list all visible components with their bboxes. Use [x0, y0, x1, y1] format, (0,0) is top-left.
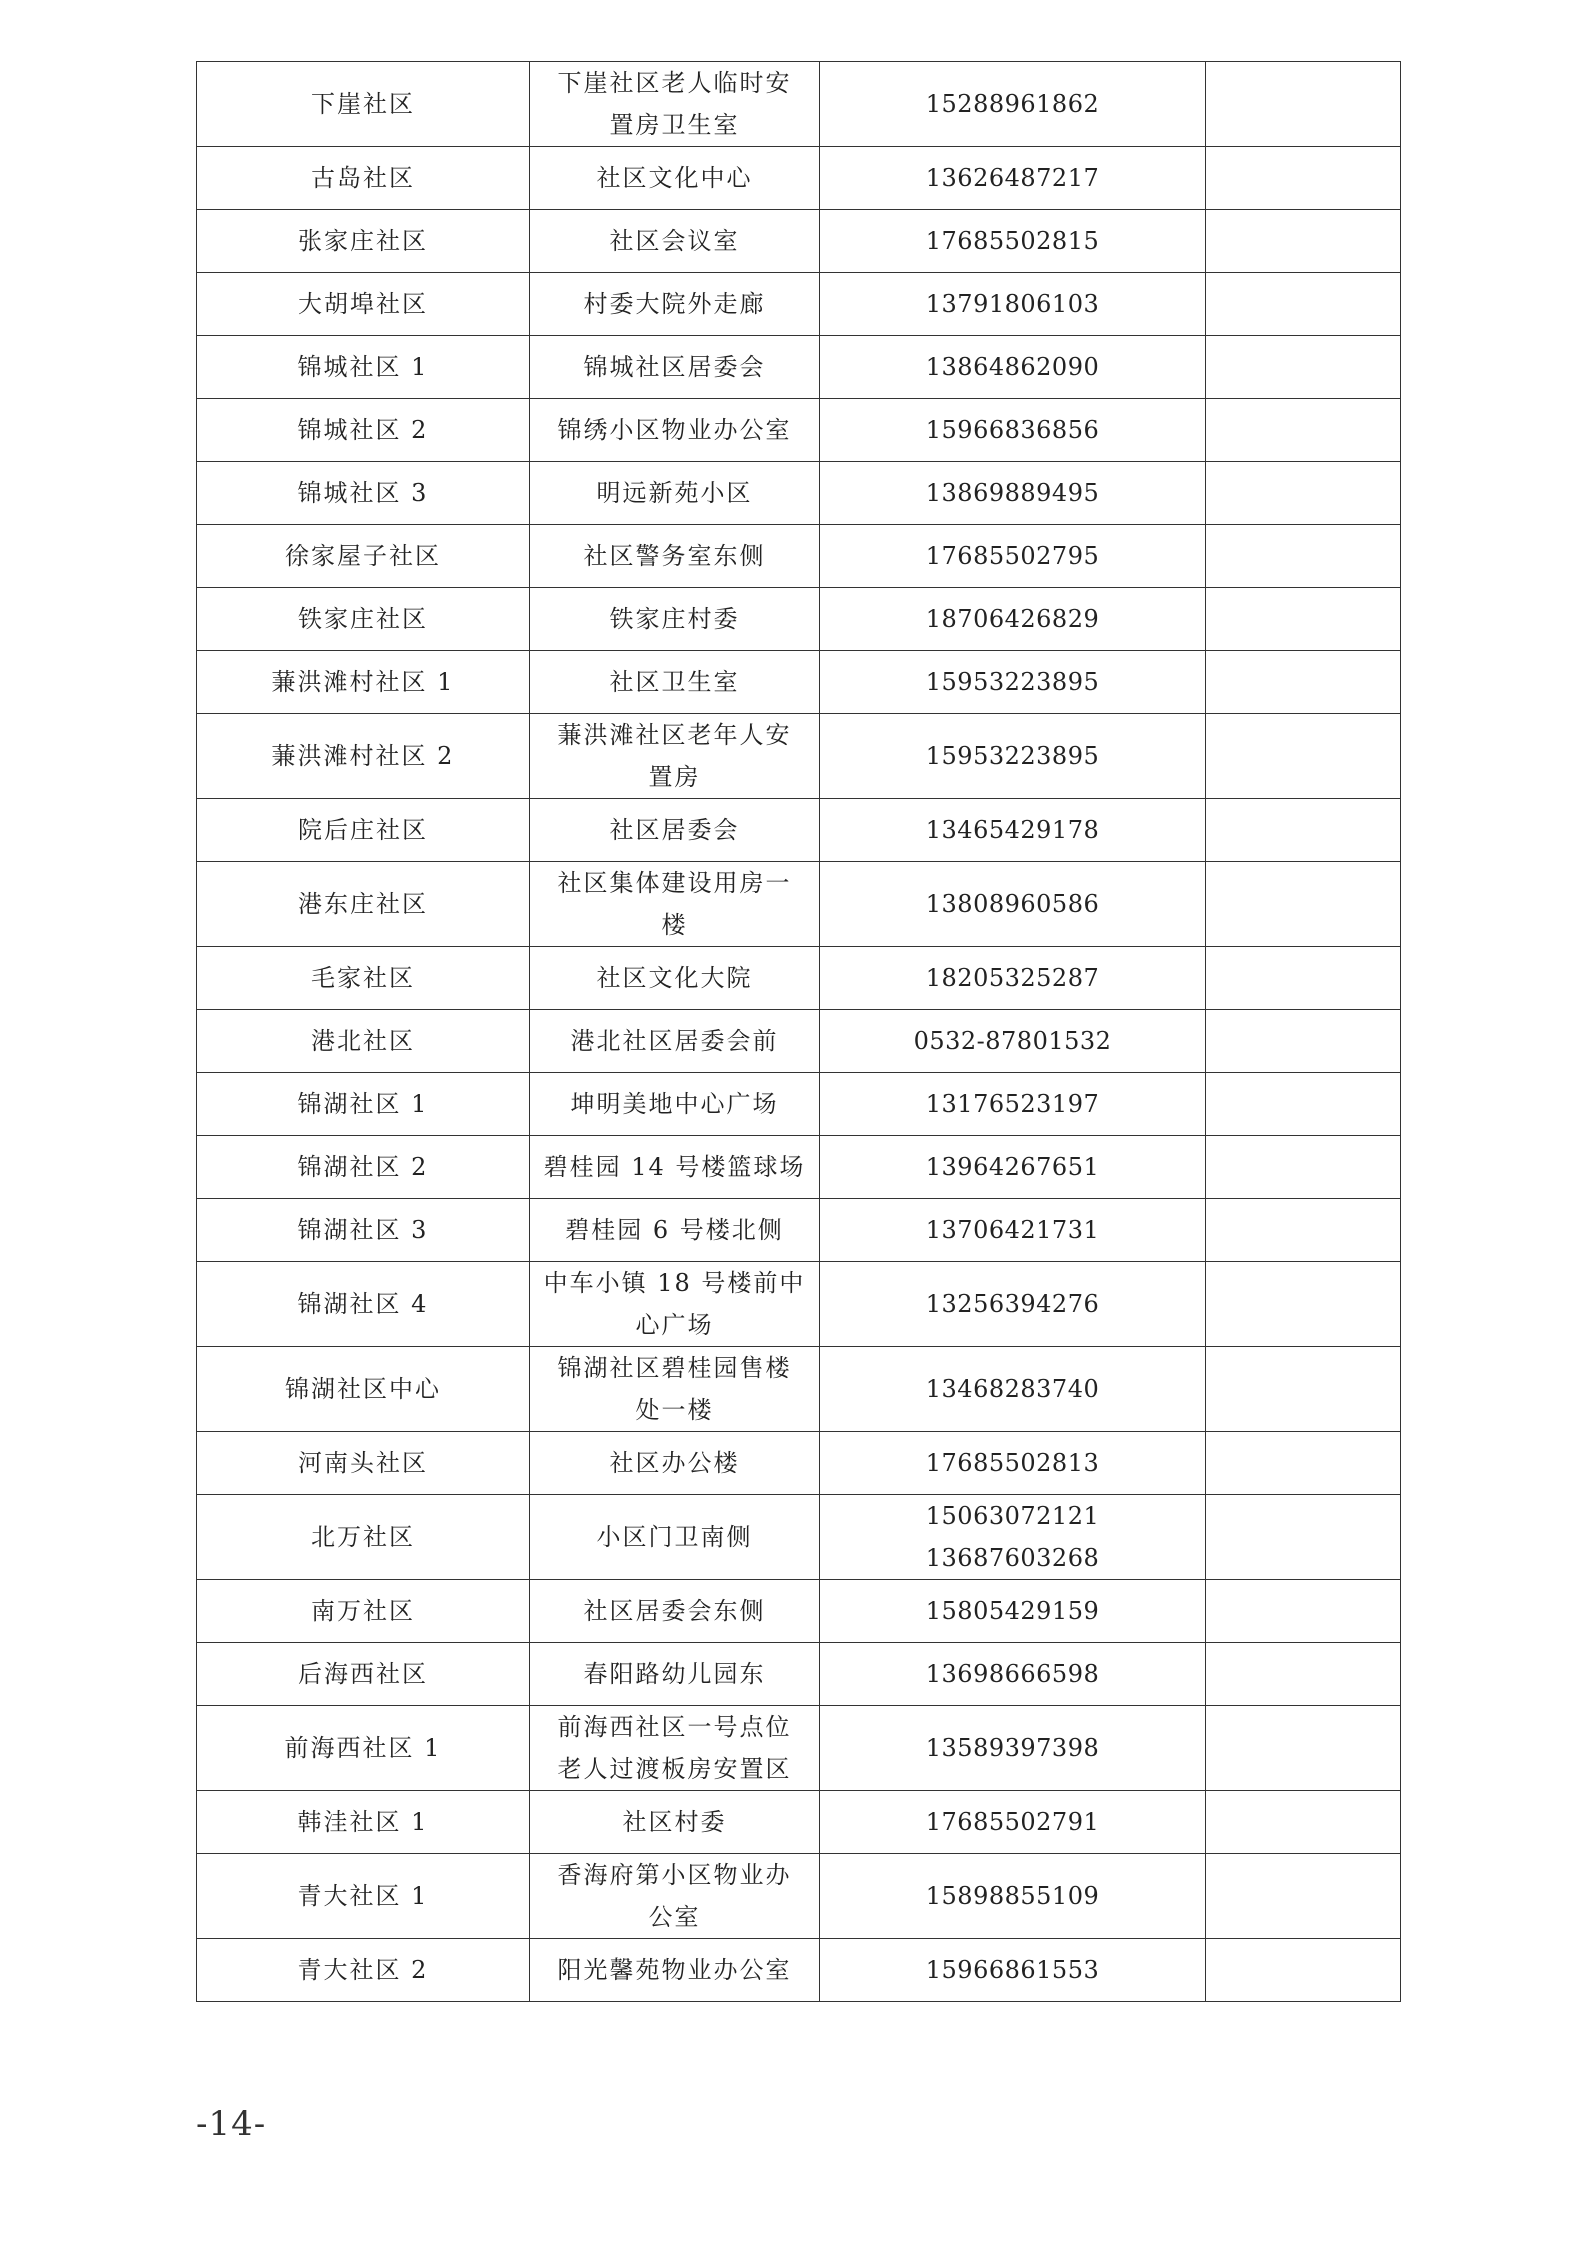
phone-cell — [820, 1432, 1206, 1495]
community-name-cell: 河南头社区 — [197, 1432, 530, 1495]
phone-cell — [820, 1706, 1206, 1791]
location-line: 碧桂园 14 号楼篮球场 — [543, 1153, 806, 1181]
location-line: 社区警务室东侧 — [583, 542, 766, 570]
location-line: 坤明美地中心广场 — [570, 1090, 779, 1118]
community-name-cell: 铁家庄社区 — [197, 588, 530, 651]
phone-cell — [820, 1199, 1206, 1262]
phone-number: 17685502813 — [925, 1449, 1100, 1477]
community-name-cell: 青大社区 1 — [197, 1854, 530, 1939]
location-line: 社区居委会东侧 — [583, 1597, 766, 1625]
table-row — [197, 1791, 1401, 1854]
location-line: 村委大院外走廊 — [583, 290, 766, 318]
location-line: 铁家庄村委 — [609, 605, 740, 633]
location-cell — [530, 799, 820, 862]
phone-cell — [820, 1643, 1206, 1706]
community-name-cell: 徐家屋子社区 — [197, 525, 530, 588]
phone-cell — [820, 1136, 1206, 1199]
location-cell — [530, 1643, 820, 1706]
location-line: 社区文化中心 — [596, 164, 753, 192]
location-line: 社区办公楼 — [609, 1449, 740, 1477]
table-row — [197, 862, 1401, 947]
community-name-cell: 蒹洪滩村社区 1 — [197, 651, 530, 714]
community-name-cell: 锦湖社区中心 — [197, 1347, 530, 1432]
note-cell — [1206, 1706, 1401, 1791]
note-cell — [1206, 273, 1401, 336]
location-cell — [530, 1791, 820, 1854]
table-row — [197, 1136, 1401, 1199]
community-name-cell: 港北社区 — [197, 1010, 530, 1073]
table-row — [197, 1643, 1401, 1706]
location-line: 锦绣小区物业办公室 — [557, 416, 792, 444]
table-row — [197, 1262, 1401, 1347]
location-cell — [530, 399, 820, 462]
phone-number: 13869889495 — [925, 479, 1100, 507]
table-row — [197, 1347, 1401, 1432]
location-cell — [530, 462, 820, 525]
note-cell — [1206, 210, 1401, 273]
phone-number: 13706421731 — [925, 1216, 1100, 1244]
location-line: 社区卫生室 — [609, 668, 740, 696]
location-cell — [530, 210, 820, 273]
phone-number: 13964267651 — [925, 1153, 1100, 1181]
note-cell — [1206, 799, 1401, 862]
phone-cell — [820, 651, 1206, 714]
table-row — [197, 525, 1401, 588]
phone-cell — [820, 714, 1206, 799]
phone-cell — [820, 799, 1206, 862]
phone-cell — [820, 62, 1206, 147]
note-cell — [1206, 1073, 1401, 1136]
location-line: 碧桂园 6 号楼北侧 — [565, 1216, 784, 1244]
phone-cell — [820, 273, 1206, 336]
location-line: 社区集体建设用房一 — [557, 869, 792, 897]
phone-cell — [820, 462, 1206, 525]
phone-number: 17685502815 — [925, 227, 1100, 255]
community-name-cell: 后海西社区 — [197, 1643, 530, 1706]
community-name-cell: 锦湖社区 1 — [197, 1073, 530, 1136]
note-cell — [1206, 651, 1401, 714]
table-row — [197, 947, 1401, 1010]
table-body — [197, 62, 1401, 2002]
location-cell — [530, 1073, 820, 1136]
note-cell — [1206, 1791, 1401, 1854]
location-line: 春阳路幼儿园东 — [583, 1660, 766, 1688]
phone-number: 18706426829 — [925, 605, 1100, 633]
phone-cell — [820, 1073, 1206, 1136]
table-row — [197, 62, 1401, 147]
note-cell — [1206, 462, 1401, 525]
phone-cell — [820, 1939, 1206, 2002]
note-cell — [1206, 862, 1401, 947]
location-line: 锦城社区居委会 — [583, 353, 766, 381]
location-cell — [530, 525, 820, 588]
community-name-cell: 港东庄社区 — [197, 862, 530, 947]
phone-number: 13791806103 — [925, 290, 1100, 318]
location-cell — [530, 1262, 820, 1347]
table-row — [197, 1432, 1401, 1495]
note-cell — [1206, 1010, 1401, 1073]
table-row — [197, 1854, 1401, 1939]
location-line: 阳光馨苑物业办公室 — [557, 1956, 792, 1984]
location-cell — [530, 1495, 820, 1580]
table-row — [197, 1939, 1401, 2002]
table-row — [197, 273, 1401, 336]
phone-number: 13808960586 — [925, 890, 1100, 918]
phone-cell — [820, 1495, 1206, 1580]
location-cell — [530, 862, 820, 947]
table-row — [197, 1199, 1401, 1262]
note-cell — [1206, 147, 1401, 210]
location-line: 蒹洪滩社区老年人安 — [557, 721, 792, 749]
note-cell — [1206, 714, 1401, 799]
note-cell — [1206, 947, 1401, 1010]
location-line: 社区文化大院 — [596, 964, 753, 992]
table-row — [197, 1010, 1401, 1073]
table-row — [197, 336, 1401, 399]
location-line: 置房 — [648, 763, 701, 791]
location-line: 处一楼 — [635, 1396, 714, 1424]
table-row — [197, 1580, 1401, 1643]
community-site-table — [196, 61, 1401, 2002]
table-row — [197, 714, 1401, 799]
location-line: 前海西社区一号点位 — [557, 1713, 792, 1741]
location-line: 港北社区居委会前 — [570, 1027, 779, 1055]
location-cell — [530, 1432, 820, 1495]
phone-cell — [820, 1010, 1206, 1073]
table-row — [197, 1073, 1401, 1136]
note-cell — [1206, 1939, 1401, 2002]
location-line: 社区会议室 — [609, 227, 740, 255]
table-row — [197, 1495, 1401, 1580]
phone-cell — [820, 1347, 1206, 1432]
location-cell — [530, 1854, 820, 1939]
phone-number: 15288961862 — [925, 90, 1100, 118]
community-name-cell: 锦城社区 2 — [197, 399, 530, 462]
phone-number: 17685502791 — [925, 1808, 1100, 1836]
table-row — [197, 1706, 1401, 1791]
location-cell — [530, 1580, 820, 1643]
document-sheet — [196, 61, 1400, 2002]
phone-cell — [820, 147, 1206, 210]
location-line: 香海府第小区物业办 — [557, 1861, 792, 1889]
community-name-cell: 韩洼社区 1 — [197, 1791, 530, 1854]
community-name-cell: 北万社区 — [197, 1495, 530, 1580]
table-row — [197, 651, 1401, 714]
table-row — [197, 399, 1401, 462]
note-cell — [1206, 336, 1401, 399]
location-cell — [530, 1939, 820, 2002]
phone-number: 13864862090 — [925, 353, 1100, 381]
phone-number: 13626487217 — [925, 164, 1100, 192]
phone-cell — [820, 862, 1206, 947]
table-row — [197, 588, 1401, 651]
location-line: 心广场 — [635, 1311, 714, 1339]
location-cell — [530, 147, 820, 210]
note-cell — [1206, 525, 1401, 588]
phone-number: 15898855109 — [925, 1882, 1100, 1910]
location-cell — [530, 651, 820, 714]
community-name-cell: 蒹洪滩村社区 2 — [197, 714, 530, 799]
community-name-cell: 古岛社区 — [197, 147, 530, 210]
location-cell — [530, 588, 820, 651]
note-cell — [1206, 399, 1401, 462]
phone-number: 13468283740 — [925, 1375, 1100, 1403]
phone-number: 15953223895 — [925, 668, 1100, 696]
phone-cell — [820, 947, 1206, 1010]
note-cell — [1206, 1262, 1401, 1347]
table-row — [197, 462, 1401, 525]
phone-cell — [820, 1791, 1206, 1854]
phone-cell — [820, 1854, 1206, 1939]
note-cell — [1206, 1199, 1401, 1262]
location-cell — [530, 62, 820, 147]
phone-number: 18205325287 — [925, 964, 1100, 992]
phone-cell — [820, 336, 1206, 399]
note-cell — [1206, 62, 1401, 147]
community-name-cell: 下崖社区 — [197, 62, 530, 147]
location-cell — [530, 1010, 820, 1073]
note-cell — [1206, 1432, 1401, 1495]
community-name-cell: 前海西社区 1 — [197, 1706, 530, 1791]
phone-number: 13589397398 — [925, 1734, 1100, 1762]
location-line: 楼 — [661, 911, 688, 939]
location-cell — [530, 1706, 820, 1791]
location-cell — [530, 1347, 820, 1432]
phone-number: 13176523197 — [925, 1090, 1100, 1118]
location-line: 锦湖社区碧桂园售楼 — [557, 1354, 792, 1382]
phone-cell — [820, 1262, 1206, 1347]
phone-cell — [820, 588, 1206, 651]
table-row — [197, 799, 1401, 862]
community-name-cell: 大胡埠社区 — [197, 273, 530, 336]
phone-number: 15966836856 — [925, 416, 1100, 444]
phone-number: 13687603268 — [925, 1544, 1100, 1572]
location-line: 中车小镇 18 号楼前中 — [543, 1269, 806, 1297]
location-cell — [530, 1136, 820, 1199]
phone-number: 13256394276 — [925, 1290, 1100, 1318]
phone-number: 17685502795 — [925, 542, 1100, 570]
community-name-cell: 毛家社区 — [197, 947, 530, 1010]
note-cell — [1206, 1580, 1401, 1643]
location-cell — [530, 336, 820, 399]
table-row — [197, 210, 1401, 273]
community-name-cell: 锦城社区 1 — [197, 336, 530, 399]
community-name-cell: 锦湖社区 4 — [197, 1262, 530, 1347]
note-cell — [1206, 1854, 1401, 1939]
note-cell — [1206, 1347, 1401, 1432]
note-cell — [1206, 1136, 1401, 1199]
community-name-cell: 院后庄社区 — [197, 799, 530, 862]
phone-cell — [820, 525, 1206, 588]
phone-number: 13698666598 — [925, 1660, 1100, 1688]
phone-cell — [820, 1580, 1206, 1643]
phone-number: 15063072121 — [925, 1502, 1100, 1530]
location-line: 老人过渡板房安置区 — [557, 1755, 792, 1783]
community-name-cell: 锦湖社区 3 — [197, 1199, 530, 1262]
phone-number: 15966861553 — [925, 1956, 1100, 1984]
location-line: 小区门卫南侧 — [596, 1523, 753, 1551]
community-name-cell: 青大社区 2 — [197, 1939, 530, 2002]
location-cell — [530, 273, 820, 336]
note-cell — [1206, 588, 1401, 651]
phone-number: 0532-87801532 — [913, 1027, 1112, 1055]
phone-cell — [820, 210, 1206, 273]
page-number: -14- — [196, 2104, 267, 2144]
phone-number: 13465429178 — [925, 816, 1100, 844]
phone-cell — [820, 399, 1206, 462]
location-cell — [530, 714, 820, 799]
community-name-cell: 锦城社区 3 — [197, 462, 530, 525]
location-line: 下崖社区老人临时安 — [557, 69, 792, 97]
location-cell — [530, 1199, 820, 1262]
community-name-cell: 张家庄社区 — [197, 210, 530, 273]
table-row — [197, 147, 1401, 210]
note-cell — [1206, 1495, 1401, 1580]
location-line: 公室 — [648, 1903, 701, 1931]
note-cell — [1206, 1643, 1401, 1706]
location-line: 明远新苑小区 — [596, 479, 753, 507]
community-name-cell: 锦湖社区 2 — [197, 1136, 530, 1199]
phone-number: 15805429159 — [925, 1597, 1100, 1625]
phone-number: 15953223895 — [925, 742, 1100, 770]
location-line: 社区居委会 — [609, 816, 740, 844]
location-line: 社区村委 — [622, 1808, 727, 1836]
location-cell — [530, 947, 820, 1010]
community-name-cell: 南万社区 — [197, 1580, 530, 1643]
location-line: 置房卫生室 — [609, 111, 740, 139]
